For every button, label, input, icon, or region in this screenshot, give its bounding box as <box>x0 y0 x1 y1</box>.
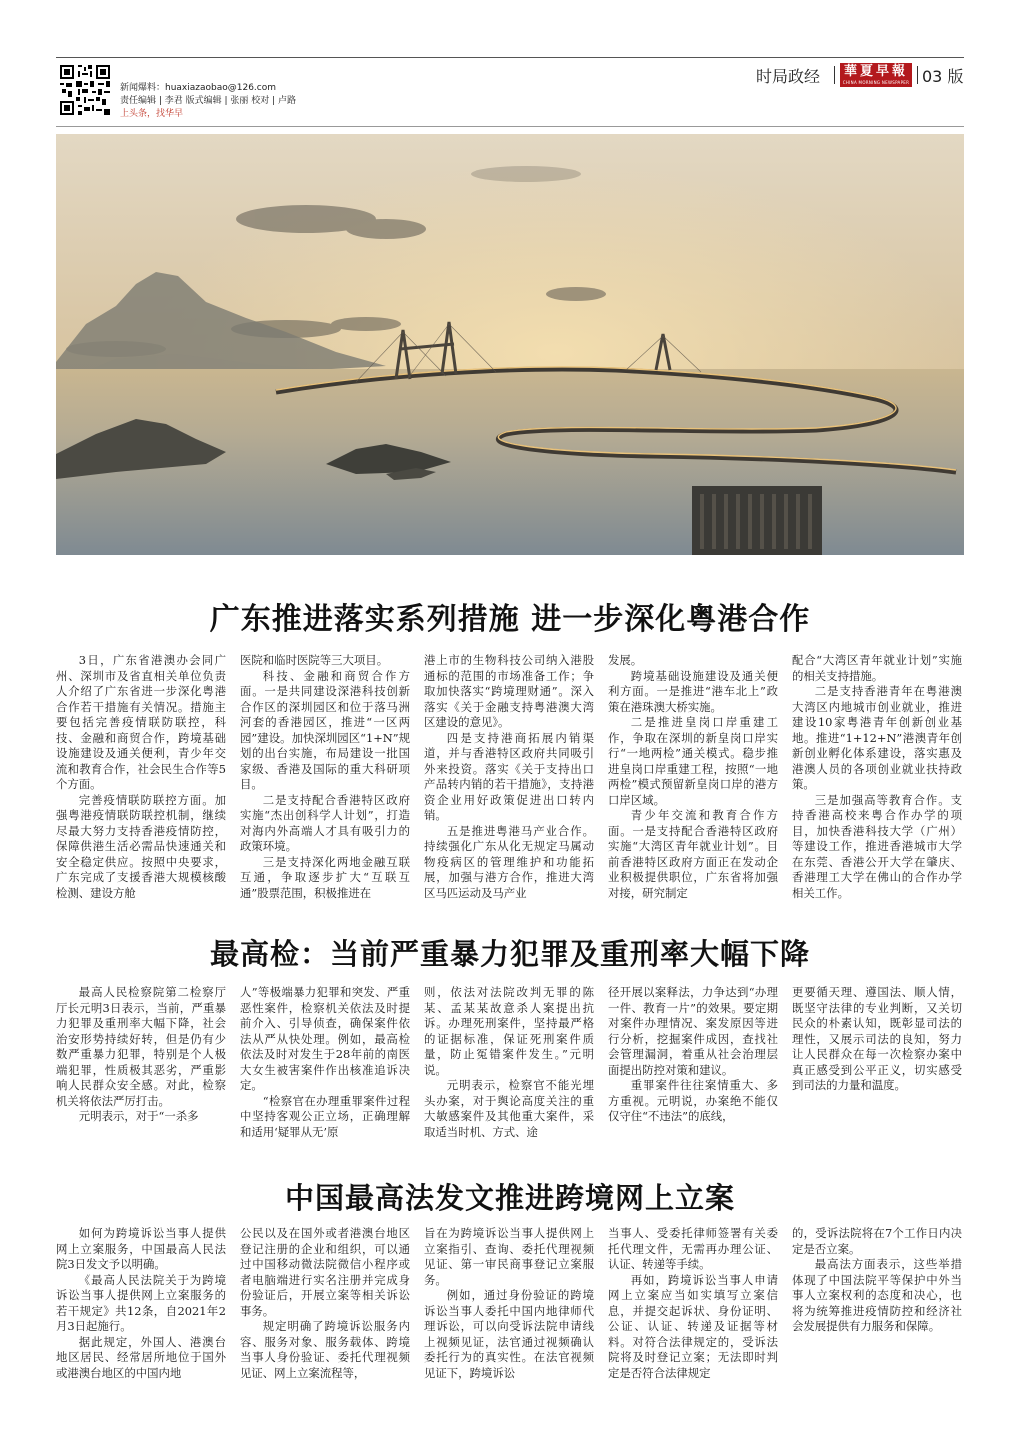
paragraph: 再如，跨境诉讼当事人申请网上立案应当如实填写立案信息，并提交起诉状、身份证明、公证、认证、转递及证据等材料。对符合法律规定的，受诉法院将及时登记立案；无法即时判定是否符合法律规定 <box>608 1272 778 1380</box>
article-procuratorate <box>56 985 964 1139</box>
logo-subtext: CHINA MORNING NEWSPAPER <box>842 80 910 85</box>
column <box>792 1226 962 1418</box>
column <box>424 985 594 1139</box>
paragraph: 如何为跨境诉讼当事人提供网上立案服务，中国最高人民法院3日发文予以明确。 <box>56 1226 226 1271</box>
paragraph: 据此规定，外国人、港澳台地区居民、经常居所地位于国外或港澳台地区的中国内地 <box>56 1334 226 1380</box>
column <box>56 1226 226 1418</box>
paragraph: 3日，广东省港澳办会同广州、深圳市及省直相关单位负责人介绍了广东省进一步深化粤港合作若干措施有关情况。措施主要包括完善疫情联防联控，科技、金融和商贸合作，跨境基础设施建设及通关便利，青少年交流和教育合作，社会民生合作等5个方面。 <box>56 653 226 791</box>
column <box>792 653 962 900</box>
column <box>240 1226 410 1418</box>
building <box>692 486 822 555</box>
column <box>424 653 594 900</box>
paragraph: 二是支持配合香港特区政府实施“杰出创科学人计划”，打造对海内外高端人才具有吸引力的政策环境。 <box>240 792 410 853</box>
divider <box>917 66 918 84</box>
top-rule <box>56 57 964 58</box>
page-number: 03 版 <box>922 67 964 86</box>
paragraph: 《最高人民法院关于为跨境诉讼当事人提供网上立案服务的若干规定》共12条，自2021年2月3日起施行。 <box>56 1272 226 1333</box>
paragraph: 二是推进皇岗口岸重建工作，争取在深圳的新皇岗口岸实行“一地两检”通关模式。稳步推进皇岗口岸重建工程，按照“一地两检”模式预留新皇岗口岸的港方口岸区域。 <box>608 715 778 807</box>
paragraph: 最高人民检察院第二检察厅厅长元明3日表示，当前，严重暴力犯罪及重刑率大幅下降，社会治安形势持续好转，但是仍有少数严重暴力犯罪，特别是个人极端犯罪，性质极其恶劣，严重影响人民群众安全感。对此，检察机关将依法严厉打击。 <box>56 985 226 1108</box>
paragraph: 规定明确了跨境诉讼服务内容、服务对象、服务载体、跨境当事人身份验证、委托代理视频见证、网上立案流程等， <box>240 1319 410 1380</box>
paragraph: 的，受诉法院将在7个工作日内决定是否立案。 <box>792 1226 962 1256</box>
headline-procuratorate: 最高检：当前严重暴力犯罪及重刑率大幅下降 <box>209 937 810 971</box>
paragraph: 径开展以案释法，力争达到“办理一件、教育一片”的效果。要定期对案件办理情况、案发原因等进行分析，挖掘案件成因，查找社会管理漏洞，着重从社会治理层面提出防控对策和建议。 <box>608 985 778 1077</box>
paragraph: 三是支持深化两地金融互联互通，争取逐步扩大“互联互通”股票范围，积极推进在 <box>240 854 410 900</box>
paragraph: 重罪案件往往案情重大、多方重视。元明说，办案绝不能仅仅守住“不违法”的底线， <box>608 1078 778 1123</box>
logo-text: 華夏早報 <box>843 64 908 79</box>
paragraph: 科技、金融和商贸合作方面。一是共同建设深港科技创新合作区的深圳园区和位于落马洲河套的香港园区，推进“一区两园”建设。加快深圳园区“1+N”规划的出台实施，布局建设一批国家级、香港及国际的重大科研项目。 <box>240 668 410 791</box>
paragraph: 元明表示，检察官不能光埋头办案，对于舆论高度关注的重大敏感案件及其他重大案件，采取适当时机、方式、途 <box>424 1078 594 1139</box>
paragraph: 最高法方面表示，这些举措体现了中国法院平等保护中外当事人立案权利的态度和决心，也将为统筹推进疫情防控和经济社会发展提供有力服务和保障。 <box>792 1257 962 1333</box>
paragraph: 跨境基础设施建设及通关便利方面。一是推进“港车北上”政策在港珠澳大桥实施。 <box>608 668 778 714</box>
paragraph: 发展。 <box>608 653 643 667</box>
article-supreme-court <box>56 1226 964 1418</box>
editors-line: 责任编辑 | 李君 版式编辑 | 张丽 校对 | 卢路 <box>120 96 296 106</box>
column <box>56 653 226 900</box>
tip-line: 新闻爆料：huaxiazaobao@126.com <box>120 83 277 93</box>
column <box>608 1226 778 1418</box>
paragraph: 五是推进粤港马产业合作。持续强化广东从化无规定马属动物疫病区的管理维护和功能拓展，加强与港方合作，推进大湾区马匹运动及马产业 <box>424 823 594 900</box>
column <box>56 985 226 1133</box>
contact-info <box>120 82 296 121</box>
qr-code-icon[interactable] <box>60 65 110 115</box>
paragraph: 港上市的生物科技公司纳入港股通标的范围的市场准备工作；争取加快落实“跨境理财通”。深入落实《关于金融支持粤港澳大湾区建设的意见》。 <box>424 653 594 729</box>
paragraph: 公民以及在国外或者港澳台地区登记注册的企业和组织，可以通过中国移动微法院微信小程序或者电脑端进行实名注册并完成身份验证后，开展立案等相关诉讼事务。 <box>240 1226 410 1318</box>
column <box>608 653 778 900</box>
paragraph: 四是支持港商拓展内销渠道，并与香港特区政府共同吸引外来投资。落实《关于支持出口产品转内销的若干措施》，支持港资企业用好政策促进出口转内销。 <box>424 730 594 822</box>
paragraph: 当事人、受委托律师签署有关委托代理文件，无需再办理公证、认证、转递等手续。 <box>608 1226 778 1271</box>
section-name: 时局政经 <box>756 67 821 86</box>
paragraph: 配合“大湾区青年就业计划”实施的相关支持措施。 <box>792 653 962 683</box>
paragraph: 青少年交流和教育合作方面。一是支持配合香港特区政府实施“大湾区青年就业计划”。目前香港特区政府方面正在发动企业积极提供职位，广东省将加强对接，研究制定 <box>608 808 778 900</box>
paragraph: 旨在为跨境诉讼当事人提供网上立案指引、查询、委托代理视频见证、第一审民商事登记立案服务。 <box>424 1226 594 1287</box>
paragraph: 医院和临时医院等三大项目。 <box>240 653 389 667</box>
column <box>608 985 778 1133</box>
article-guangdong-hk <box>56 653 964 900</box>
paragraph: 完善疫情联防联控方面。加强粤港疫情联防联控机制，继续尽最大努力支持香港疫情防控，保障供港生活必需品快速通关和安全稳定供应。按照中央要求，广东完成了支援香港大规模核酸检测、建设方舱 <box>56 792 226 900</box>
bridge-photo <box>56 134 964 555</box>
paragraph: 二是支持香港青年在粤港澳大湾区内地城市创业就业，推进建设10家粤港青年创新创业基地。推进“1+12+N”港澳青年创新创业孵化体系建设，落实惠及港澳人员的各项创业就业扶持政策。 <box>792 684 962 791</box>
divider <box>834 66 835 84</box>
slogan: 上头条，找华早 <box>120 109 184 119</box>
paragraph: 例如，通过身份验证的跨境诉讼当事人委托中国内地律师代理诉讼，可以向受诉法院申请线上视频见证，法官通过视频确认委托行为的真实性。在法官视频见证下，跨境诉讼 <box>424 1288 594 1380</box>
paragraph: 人”等极端暴力犯罪和突发、严重恶性案件，检察机关依法及时提前介入、引导侦查，确保案件依法从严从快处理。例如，最高检依法及时对发生于28年前的南医大女生被害案件作出核准追诉决定。 <box>240 985 410 1092</box>
headline-guangdong-hk: 广东推进落实系列措施 进一步深化粤港合作 <box>209 602 811 637</box>
headline-supreme-court: 中国最高法发文推进跨境网上立案 <box>284 1181 735 1215</box>
header-rule <box>56 126 964 127</box>
paragraph: 三是加强高等教育合作。支持香港高校来粤合作办学的项目，加快香港科技大学（广州）等建设工作，推进香港城市大学在东莞、香港公开大学在肇庆、香港理工大学在佛山的合作办学相关工作。 <box>792 792 962 900</box>
column <box>792 985 962 1133</box>
paragraph: 更要循天理、遵国法、顺人情，既坚守法律的专业判断，又关切民众的朴素认知，既彰显司法的理性，又展示司法的良知，努力让人民群众在每一次检察办案中真正感受到公平正义，切实感受到司法的力量和温度。 <box>792 985 962 1092</box>
column <box>424 1226 594 1418</box>
column <box>240 985 410 1139</box>
newspaper-logo[interactable] <box>840 63 912 87</box>
paragraph: 则，依法对法院改判无罪的陈某、孟某某故意杀人案提出抗诉。办理死刑案件，坚持最严格的证据标准，保证死刑案件质量，防止冤错案件发生。”元明说。 <box>424 985 594 1077</box>
column <box>240 653 410 900</box>
paragraph: “检察官在办理重罪案件过程中坚持客观公正立场，正确理解和适用‘疑罪从无’原 <box>240 1093 410 1139</box>
paragraph: 元明表示，对于“一杀多 <box>78 1109 199 1123</box>
